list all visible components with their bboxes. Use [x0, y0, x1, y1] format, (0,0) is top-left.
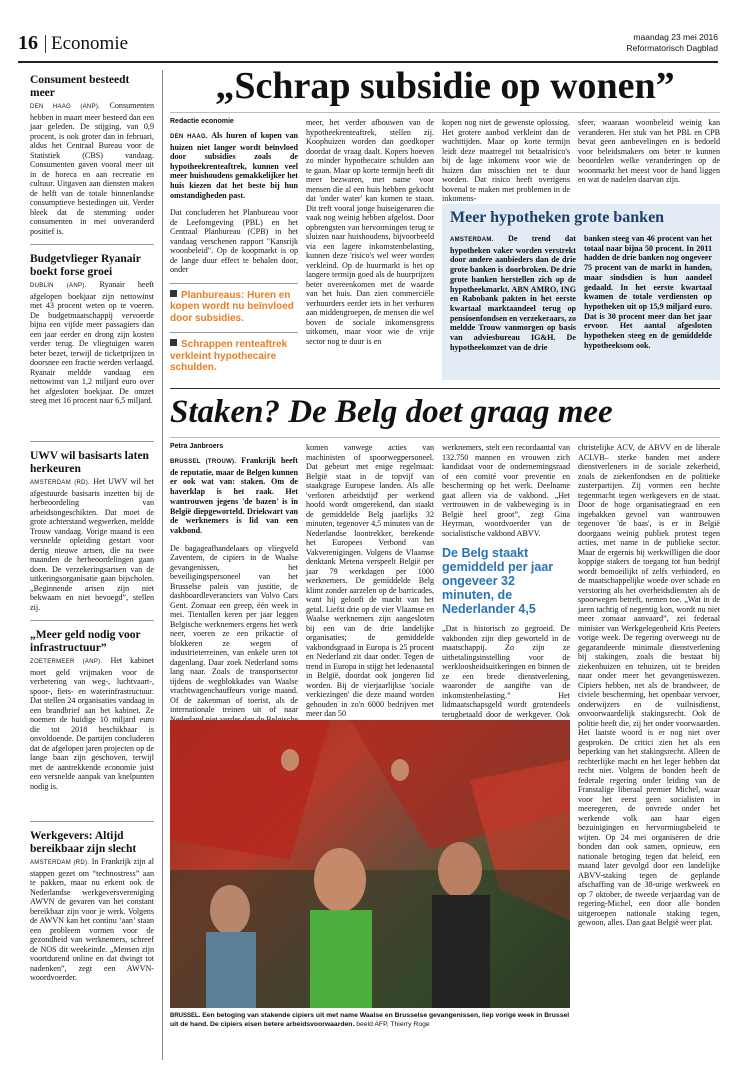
sidebar-divider — [30, 244, 154, 245]
caption-place: BRUSSEL. — [170, 1013, 201, 1019]
article-separator — [170, 388, 720, 389]
article1-col2: meer, het verder afbouwen van de hypotheekrenteaftrek, stellen zij. Koophuizen worden dan goedkoper doordat de vraag daalt. Kopers hoeven zo minder hypothecaire schulden aan te gaan. Maar op korte termijn heeft dit meer bezwaren, met name voor mensen die al een huis hebben gekocht dat 'onder water' kan komen te staan. Dit treft vooral jonge huiseigenaren die vaak nog weinig hebben afgelost. Door opbrengsten van hervormingen terug te sluizen naar huishoudens, bijvoorbeeld via een lagere inkomstenbelasting, kunnen deze 'risico's wel weer worden verkleind. Op de huurmarkt is het op langere termijn goed als de huurprijzen beter overeenkomen met de waarde van het huis. Dan zien commerciële verhuurders eerder iets in het verhuren aan middengroepen, de mensen die wel boven de sociale inkomensgrens uitkomen, maar voor wie de vrije sector nog te duur is en — [306, 118, 434, 346]
sidebar-item-title: UWV wil basisarts laten herkeuren — [30, 450, 149, 475]
sidebar-divider — [30, 821, 154, 822]
article1-col1 — [170, 118, 298, 374]
section-title: Economie — [51, 33, 129, 54]
section-divider — [45, 35, 46, 53]
sidebar-divider — [30, 620, 154, 621]
protest-photo-illustration — [170, 720, 570, 1008]
box-dateline: AMSTERDAM. — [450, 237, 494, 243]
sidebar-item-body: Het kabinet moet geld vrijmaken voor de verbetering van weg-, luchtvaart-, spoor-, fiets- en waterinfrastructuur. Dat stellen 24 organisaties vandaag in een brandbrief aan het kabinet. Ze noemen de huidige 10 miljard euro die tot 2018 beschikbaar is onvoldoende. De partijen concluderen dat de afgelopen jaren projecten op de lange baan zijn geschoven, terwijl met de aantrekkende economie juist een versnelde aanpak van knelpunten nodig is. — [30, 656, 154, 791]
article2-pullquote: De Belg staakt gemiddeld per jaar ongeveer 32 minuten, de Nederlander 4,5 — [442, 546, 554, 616]
article1-lead: Als huren of kopen van huizen niet langer wordt beïnvloed door subsidies zoals de hypotheekrenteaftrek, kunnen veel meer huishoudens gemakkelijker het huis kiezen dat het beste bij hun omstandigheden past. — [170, 131, 298, 200]
sidebar-item-title: Budgetvlieger Ryanair boekt forse groei — [30, 253, 141, 278]
sidebar-dateline: AMSTERDAM (RD). — [30, 860, 90, 866]
article1-pullquote: Schrappen renteaftrek verkleint hypothecaire schulden. — [170, 339, 288, 374]
article2-dateline: BRUSSEL (TROUW). — [170, 459, 237, 465]
sidebar-item — [30, 253, 154, 441]
header-paper: Reformatorisch Dagblad — [626, 43, 718, 53]
article1-col3: kopen nog niet de gewenste oplossing. Het grotere aanbod verkleint dan de wachttijden. Maar op korte termijn leidt deze maatregel tot betaalrisico's bij de lage inkomens voor wie de huizen dan misschien net te duur worden. Dat risico heeft overigens bovenal te maken met problemen in de inkomens- — [442, 118, 570, 203]
article2-headline: Staken? De Belg doet graag mee — [170, 394, 613, 430]
article2-headline-rule — [170, 437, 720, 438]
box-text: De trend dat hypotheken vaker worden verstrekt door andere aanbieders dan de drie grote banken is doorbroken. De drie grote banken herstellen zich op de hypotheekmarkt. ABN AMRO, ING en Rabobank pakten in het eerste kwartaal marktaandeel terug op pensioenfondsen en verzekeraars, zo meldde Trouw vanmorgen op basis van adviesbureau IG&H. De hypotheekomzet van de drie — [450, 234, 577, 352]
article1-byline: Redactie economie — [170, 118, 234, 125]
sidebar-item — [30, 629, 154, 821]
article1-text: Dat concluderen het Planbureau voor de Leefomgeving (PBL) en het Centraal Planbureau (CPB) in het vandaag verschenen rapport "Kansrijk woonbeleid". Op de koopmarkt is op de lange duur effect te behalen door, onder — [170, 208, 298, 275]
article2-lead: Frankrijk heeft de reputatie, maar de Belgen kunnen er ook wat van: staken. Om de haverklap is het raak. Het wantrouwen jegens 'de bazen' is in België diepgeworteld. Driekwart van de werknemers is lid van een vakbond. — [170, 456, 298, 535]
news-sidebar — [30, 74, 154, 983]
caption-text: Een betoging van stakende cipiers uit met name Waalse en Brusselse gevangenissen, liep vorige week in Brussel uit de hand. De cipiers eisen betere arbeidsvoorwaarden. — [170, 1012, 570, 1028]
sidebar-dateline: ZOETERMEER (ANP). — [30, 659, 103, 665]
article2-text: De bagageafhandelaars op vliegveld Zaventem, de cipiers in de Waalse gevangenissen, het beveiligingspersoneel van het Brusselse paleis van justitie, de dashboardleveranciers van Volvo Cars Gent. Zomaar een greep, één week in mei. Tientallen keren per jaar leggen Belgische werknemers ergens het werk neer, voeren ze een prikactie of blokkeren ze wegen of industrieterreinen, van enkele uren tot dagenlang. Daar zoek Nederland soms lang naar. Zoals de transportsector tijdens de wegblokkades van Waalse vrachtwagenchauffeurs vorige maand. Of de zakenman of toerist, als de internationale treinen uit of naar — [170, 543, 298, 715]
sidebar-item — [30, 830, 154, 983]
page-number: 16 — [18, 32, 38, 54]
protest-photo — [170, 720, 570, 1008]
article2-byline: Petra Janbroers — [170, 443, 224, 450]
header-rule — [18, 61, 718, 63]
article2-col3 — [442, 443, 570, 729]
photo-caption — [170, 1012, 570, 1029]
photo-credit: beeld AFP, Thierry Roge — [356, 1020, 430, 1028]
article2-col1 — [170, 443, 298, 734]
sidebar-divider — [30, 441, 154, 442]
sidebar-item-body: In Frankrijk zijn al stappen gezet om “technostress” aan te pakken, maar nu erkent ook de Nederlandse werkgeversvereniging AWVN de gevaren van het constant bereikbaar zijn voor je werk. Volgens de AWVN kan het continu ‘aan’ staan een probleem vormen voor de gezondheid van werknemers, schreef de NOS dit weekeinde. „Mensen zijn voortdurend online en dat dwingt tot nadenken”, zegt een AWVN-woordvoerder. — [30, 857, 154, 982]
sidebar-dateline: DEN HAAG (ANP). — [30, 104, 101, 110]
sidebar-dateline: AMSTERDAM (RD). — [30, 480, 91, 486]
article1-dateline: DEN HAAG. — [170, 134, 208, 140]
sidebar-column-rule — [162, 70, 163, 1060]
sidebar-item-body: Consumenten hebben in maart meer besteed dan een jaar geleden. De stijging, van 0,9 procent, is ook groter dan in februari, aldus het Centraal Bureau voor de Statistiek (CBS) vandaag. Consumenten gaven vooral meer uit in de horeca en aan recreatie en cultuur. Uitgaven aan diensten maken de helft van de totale binnenlandse consumptieve bestedingen uit. Verder bleek dat de stemming onder consumenten in mei onveranderd positief is. — [30, 101, 154, 236]
article2-text: „Dat is historisch zo gegroeid. De vakbonden zijn diep geworteld in de maatschappij. Zo zijn ze uitbetalingsinstelling voor de werkloosheidsuitkeringen en binnen de ze een brede dienstverlening, waaronder de aangifte van de inkomstenbelasting.” Het lidmaatschapsgeld wordt grotendeels terugbetaald door de werkgever. Ook — [442, 624, 570, 719]
article1-col4: sfeer, waaraan woonbeleid weinig kan veranderen. Het stuk van het PBL en CPB bevat geen aanbevelingen en is bedoeld voor beleidsmakers om beter te kunnen beoordelen welke veranderingen op de woonmarkt het meest voor de hand liggen en wat de nadelen daarvan zijn. — [578, 118, 720, 184]
sidebar-item-body: Het UWV wil het afgestuurde basisarts inzetten bij de herbeoordeling van arbeidsongeschikten. Dat moet de grote achterstand wegwerken, meldde Trouw vandaag. Vorige maand is een versnelde opleiding gestart voor dertig nieuwe artsen, die na twee maanden de herbeoordelingen gaan doen. De verzekeringsartsen van de uitkeringsorganisatie gaan bijscholen. „Beginnende artsen zijn niet bekwaam en niet bevoegd”, stellen zij. — [30, 477, 154, 612]
header-date: maandag 23 mei 2016 — [633, 32, 718, 42]
box-text: banken steeg van 46 procent van het totaal naar bijna 50 procent. In 2011 hadden de drie banken nog ongeveer 75 procent van de markt in handen, maar sindsdien is hun aandeel gedaald. In het eerste kwartaal kwamen de totale verdiensten op hypotheken uit op 15,9 miljard euro. Dat is 30 procent meer dan het jaar ervoor. Het aantal afgesloten hypotheken steeg en de gemiddelde hypotheeksom ook. — [584, 234, 712, 350]
sidebar-dateline: DUBLIN (ANP). — [30, 283, 87, 289]
article2-col4: christelijke ACV, de ABVV en de liberale ACLVB– sterke banden met andere dienstverleners in de sociale zekerheid, zoals de ziekenfondsen en de politieke zusterpartijen. Zij vormen een hechte tegenmacht tegen werkgevers en de staat. Door de hoge organisatiegraad en een ingebakken gevoel van wantrouwen tegenover 'de baas', is er in België doorgaans weinig publiek protest tegen acties, met name in de publieke sector. Maar de ergernis bij werkwilligen die door koppige stakers de toegang tot hun bedrijf wordt bemoeilijkt of zelfs verhinderd, en de maatschappelijke woede over schade en verstoring als het overheidsdiensten als de spoorwegen betreft, nemen toe. „Wat in de jaren tachtig of negentig kon, wordt nu niet meer zomaar aanvaard”, zei federaal minister van Werkgelegenheid Kris Peeters vorige week. De regering overweegt nu de gegarandeerde minimale dienstverlening bij stakingen, zoals die bestaat bij ziekenhuizen en tehuizen, uit te breiden naar onder meer het gevangeniswezen. Cipiers hebben, net als de brandweer, de civiele bescherming, het openbaar vervoer, onderwijzers en de vuilnisdienst, onvoorwaardelijk stakingsrecht. Ook de politie heeft die, zij het onder voorwaarden. Het laatste woord is er nog niet over gesproken. De critici zien het als een beperking van het stakingsrecht. Alleen de rechterlijke macht en het leger hebben dat recht niet. Volgens de bonden heeft de federale regering onder leiding van de Franstalige liberaal premier Michel, waar voor het eerst geen socialisten in meeregeren, de onvrede onder het werkende volk aan haar eigen bezuinigingen en hervormingsbeleid te wijten. Op 24 mei organiseren de drie bonden dan ook samen, opnieuw, een nationale betoging tegen dat beleid, een maand later gevolgd door een landelijke ABVV-staking tegen de geplande afschaffing van de 38-urige werkweek en op 7 oktober, de tweede verjaardag van de regering-Michel, een door alle bonden uitgeroepen nationale staking tegen, gewoon, alles. Dan gaat België weer plat. — [578, 443, 720, 927]
sidebar-item — [30, 450, 154, 620]
article2-text: werknemers, stelt een recordaantal van 132.750 mannen en vrouwen zich kandidaat voor de ondernemingsraad of een comité voor preventie en bescherming op het werk. Deelname gaat alleen via de vakbond. „Het vertrouwen in de vakbeweging is in België heel groot”, zegt Gina Heyrman, woordvoerder van de socialistische vakbond ABVV. — [442, 443, 570, 538]
article1-headline: „Schrap subsidie op wonen” — [215, 65, 675, 107]
sidebar-item — [30, 74, 154, 244]
article1-headline-rule — [170, 112, 720, 113]
sidebar-item-body: Ryanair heeft afgelopen boekjaar zijn nettowinst met 43 procent weten op te voeren. De budgetmaatschappij vervoerde bijna een vijfde meer passagiers dan een jaar eerder en drong zijn kosten verder terug. De vliegtuigen waren beter bezet, terwijl de ticketprijzen in doorsnee een fractie werden verlaagd. Ryanair meldde vandaag een nettowinst van 1,2 miljard euro over het afgesloten boekjaar. De omzet steeg met 16 procent naar 6,5 miljard. — [30, 280, 155, 405]
sidebar-item-title: „Meer geld nodig voor infrastructuur” — [30, 629, 141, 654]
news-box — [442, 204, 720, 380]
sidebar-item-title: Consument besteedt meer — [30, 74, 130, 99]
sidebar-item-title: Werkgevers: Altijd bereikbaar zijn slecht — [30, 830, 137, 855]
article2-col2: komen vanwege acties van machinisten of spoorwegpersoneel. Dat gebeurt met enige regelmaat: België staat in de topvijf van staakgrage Europese landen. Als alle 'verloren arbeidstijd' per werkend hoofd wordt omgerekend, dan staakt de gemiddelde Belg jaarlijks 32 minuten, tegenover 4,5 minuten van de Nederlandse loontrekker, berekende het Europees Verbond van Vakverenigingen. Volgens de Vlaamse denktank Metena verspeelt België per jaar 79 werkdagen per 1000 werknemers. De gemiddelde Belg klimt zonder aarzelen op de barricades, want hij gelooft de macht van het getal. Liefst drie op de vier Vlaamse en Waalse werknemers zijn aangesloten bij een van de drie landelijke organisaties; de gemiddelde vakbondsgraad in Europa is 25 procent en Nederland zit daar onder. Tegen de trend in Europa in stijgt het ledenaantal in België, doordat ook jongeren lid worden. Bij de vierjaarlijkse 'sociale verkiezingen' die deze maand worden gehouden in zo'n 6000 bedrijven met meer dan 50 — [306, 443, 434, 718]
article1-pullquote: Planbureaus: Huren en kopen wordt nu beïnvloed door subsidies. — [170, 289, 294, 324]
box-title: Meer hypotheken grote banken — [450, 209, 665, 226]
page-header — [18, 32, 718, 58]
